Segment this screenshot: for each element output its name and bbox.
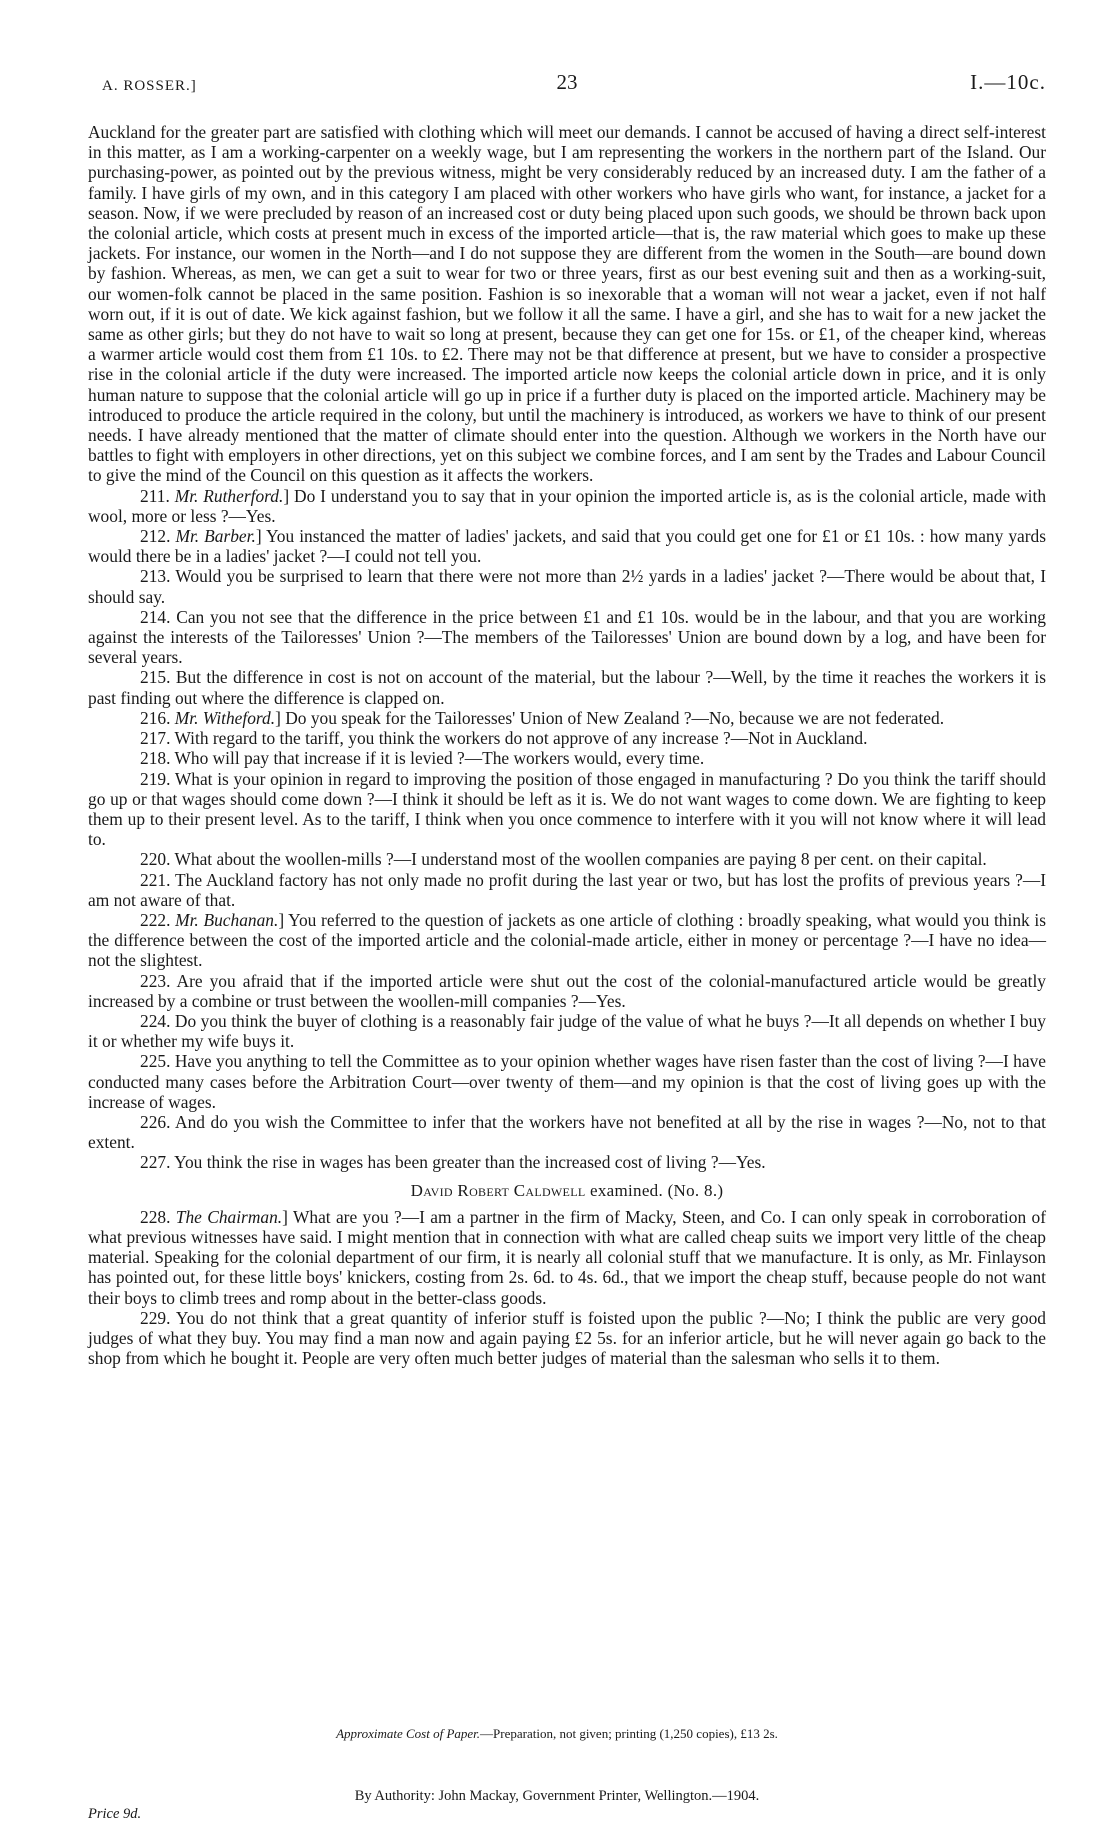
speaker-name: The Chairman.	[175, 1206, 283, 1227]
paper-reference: I.—10c.	[970, 70, 1046, 94]
paragraph-text: ] What are you ?—I am a partner in the firm of Macky, Steen, and Co. I can only speak in corroboration of what previous witnesses have said. I might mention that in connection with what are called cheap suits we import very little of the cheap material. Speaking for the colonial department of our firm, it is nearly all colonial stuff that we manufacture. It is only, as Mr. Finlayson has pointed out, for these little boys' knickers, costing from 2s. 6d. to 4s. 6d., that we import the cheap stuff, because people do not want their boys to climb trees and romp about in the better-class goods.	[88, 1206, 1046, 1308]
paragraph-text: Do you think the buyer of clothing is a reasonably fair judge of the value of what he buys ?—It all depends on whether I buy it or whether my wife buys it.	[88, 1010, 1047, 1052]
document-page	[88, 60, 1046, 1368]
question-number: 216.	[140, 707, 175, 728]
paragraph-text: Have you anything to tell the Committee as to your opinion whether wages have risen faster than the cost of living ?—I have conducted many cases before the Arbitration Court—over twenty of them—and my opinion is that the cost of living goes up with the increase of wages.	[88, 1051, 1047, 1112]
question-number: 218.	[140, 748, 175, 769]
question-paragraph	[88, 1207, 1046, 1308]
paragraph-text: What is your opinion in regard to improving the position of those engaged in manufacturing ? Do you think the tariff should go up or that wages should come down ?—I think it should be left as it is. We do not want wages to come down. We are fighting to keep them up to their present level. As to the tariff, I think when you once commence to interfere with it you will not know where it will lead to.	[88, 768, 1047, 850]
paragraph-text: Would you be surprised to learn that there were not more than 2½ yards in a ladies' jacket ?—There would be about that, I should say.	[88, 566, 1046, 607]
witness-name-header: A. ROSSER.]	[102, 78, 197, 94]
paragraph-text: Are you afraid that if the imported article were shut out the cost of the colonial-manufactured article would be greatly increased by a combine or trust between the woollen-mill companies ?—Yes.	[88, 970, 1047, 1011]
paragraph-text: But the difference in cost is not on account of the material, but the labour ?—Well, by the time it reaches the workers it is past finding out where the difference is clapped on.	[88, 667, 1046, 708]
question-number: 223.	[140, 970, 177, 991]
page-number: 23	[556, 70, 578, 94]
paragraph-text: And do you wish the Committee to infer that the workers have not benefited at all by the rise in wages ?—No, not to that extent.	[88, 1111, 1046, 1153]
question-paragraph	[88, 971, 1046, 1011]
question-number: 217.	[140, 728, 175, 749]
paragraph-text: You do not think that a great quantity of inferior stuff is foisted upon the public ?—No; I think the public are very good judges of what they buy. You may find a man now and again paying £2 5s. for an inferior article, but he will never again go back to the shop from which he bought it. People are very often much better judges of material than the salesman who sells it to them.	[88, 1307, 1046, 1369]
question-paragraph	[88, 1011, 1046, 1051]
question-paragraph	[88, 667, 1046, 707]
question-paragraph	[88, 769, 1046, 850]
question-number: 229.	[140, 1307, 176, 1328]
paragraph-text: ] You referred to the question of jackets as one article of clothing : broadly speaking, what would you think is the difference between the cost of the imported article and the colonial-made article, either in money or percentage ?—I have no idea—not the slightest.	[88, 909, 1047, 971]
question-paragraph	[88, 526, 1046, 566]
question-number: 224.	[140, 1010, 175, 1031]
question-number: 221.	[140, 869, 176, 890]
cost-of-paper-note	[0, 1726, 1114, 1742]
witness-name: David Robert Caldwell	[410, 1180, 586, 1200]
question-number: 220.	[140, 849, 175, 870]
question-paragraph	[88, 486, 1046, 526]
speaker-name: Mr. Witheford.	[174, 707, 276, 728]
section-heading	[88, 1181, 1046, 1201]
question-paragraph	[88, 566, 1046, 606]
price: Price 9d.	[88, 1806, 142, 1822]
page-header	[88, 60, 1046, 100]
section-heading-rest: examined. (No. 8.)	[585, 1180, 724, 1200]
question-number: 222.	[140, 909, 176, 930]
document-body	[88, 122, 1046, 1368]
paragraph-text: Who will pay that increase if it is levied ?—The workers would, every time.	[174, 748, 705, 769]
speaker-name: Mr. Buchanan.	[175, 909, 279, 930]
question-number: 215.	[140, 667, 176, 688]
cost-label: Approximate Cost of Paper.	[336, 1726, 481, 1741]
question-number: 227.	[140, 1152, 175, 1173]
question-paragraph	[88, 910, 1046, 971]
question-number: 226.	[140, 1111, 176, 1132]
paragraph-text: ] You instanced the matter of ladies' jackets, and said that you could get one for £1 or £1 10s. : how many yards would there be in a ladies' jacket ?—I could not tell you.	[88, 526, 1046, 567]
paragraph-text: Can you not see that the difference in the price between £1 and £1 10s. would be in the labour, and that you are working against the interests of the Tailoresses' Union ?—The members of the Tailoresses' Union are bound down by a log, and have been for several years.	[88, 606, 1047, 668]
paragraph-text: You think the rise in wages has been greater than the increased cost of living ?—Yes.	[174, 1152, 766, 1173]
paragraph-text: The Auckland factory has not only made no profit during the last year or two, but has lost the profits of previous years ?—I am not aware of that.	[88, 869, 1046, 910]
printer-authority: By Authority: John Mackay, Government Printer, Wellington.—1904.	[354, 1788, 760, 1804]
question-paragraph	[88, 870, 1046, 910]
paragraph-text: ] Do I understand you to say that in your opinion the imported article is, as is the colonial article, made with wool, more or less ?—Yes.	[88, 485, 1047, 526]
question-paragraph	[88, 607, 1046, 668]
question-number: 212.	[140, 526, 176, 547]
question-paragraph	[88, 122, 1046, 486]
question-paragraph	[88, 1112, 1046, 1152]
paragraph-text: Auckland for the greater part are satisfied with clothing which will meet our demands. I cannot be accused of having a direct self-interest in this matter, as I am a working-carpenter on a weekly wage, but I am representing the workers in the northern part of the Island. Our purchasing-power, as pointed out by the previous witness, might be very considerably reduced by an increased duty. I am the father of a family. I have girls of my own, and in this category I am placed with other workers who have girls who want, for instance, a jacket for a season. Now, if we were precluded by reason of an increased cost or duty being placed upon such goods, we should be thrown back upon the colonial article, which costs at present much in excess of the imported article—that is, the raw material which goes to make up these jackets. For instance, our women in the North—and I do not suppose they are different from the women in the South—are bound down by fashion. Whereas, as men, we can get a suit to wear for two or three years, first as our best evening suit and then as a working-suit, our women-folk cannot be placed in the same position. Fashion is so inexorable that a woman will not wear a jacket, even if not half worn out, if it is out of date. We kick against fashion, but we follow it all the same. I have a girl, and she has to wait for a new jacket the same as other girls; but they do not have to wait so long at present, because they can get one for 15s. or £1, of the cheaper kind, whereas a warmer article would cost them from £1 10s. to £2. There may not be that difference at present, but we have to consider a prospective rise in the colonial article if the duty were increased. The imported article now keeps the colonial article down in price, and it is only human nature to suppose that the colonial article will go up in price if a further duty is placed on the imported article. Machinery may be introduced to produce the article required in the colony, but until the machinery is introduced, as workers we have to think of our present needs. I have already mentioned that the matter of climate should enter into the question. Although we workers in the North have our battles to fight with employers in other directions, yet on this subject we combine forces, and I am sent by the Trades and Labour Council to give the mind of the Council on this question as it affects the workers.	[88, 122, 1046, 486]
paragraph-text: ] Do you speak for the Tailoresses' Union of New Zealand ?—No, because we are not federated.	[275, 707, 945, 728]
question-paragraph	[88, 1051, 1046, 1112]
question-paragraph	[88, 748, 1046, 768]
question-number: 211.	[140, 485, 175, 506]
question-paragraph	[88, 728, 1046, 748]
speaker-name: Mr. Barber.	[175, 526, 256, 547]
speaker-name: Mr. Rutherford.	[174, 485, 284, 506]
question-paragraph	[88, 1308, 1046, 1369]
question-paragraph	[88, 849, 1046, 869]
paragraph-list	[88, 1207, 1046, 1369]
question-paragraph	[88, 1152, 1046, 1172]
paragraph-text: What about the woollen-mills ?—I understand most of the woollen companies are paying 8 per cent. on their capital.	[174, 849, 987, 870]
cost-text: —Preparation, not given; printing (1,250 copies), £13 2s.	[480, 1726, 778, 1741]
question-number: 214.	[140, 606, 177, 627]
paragraph-text: With regard to the tariff, you think the workers do not approve of any increase ?—Not in Auckland.	[174, 728, 868, 749]
question-number: 225.	[140, 1051, 175, 1072]
question-number: 213.	[140, 566, 176, 587]
question-number: 228.	[140, 1206, 176, 1227]
question-paragraph	[88, 708, 1046, 728]
paragraph-list	[88, 122, 1046, 1173]
question-number: 219.	[140, 768, 175, 789]
